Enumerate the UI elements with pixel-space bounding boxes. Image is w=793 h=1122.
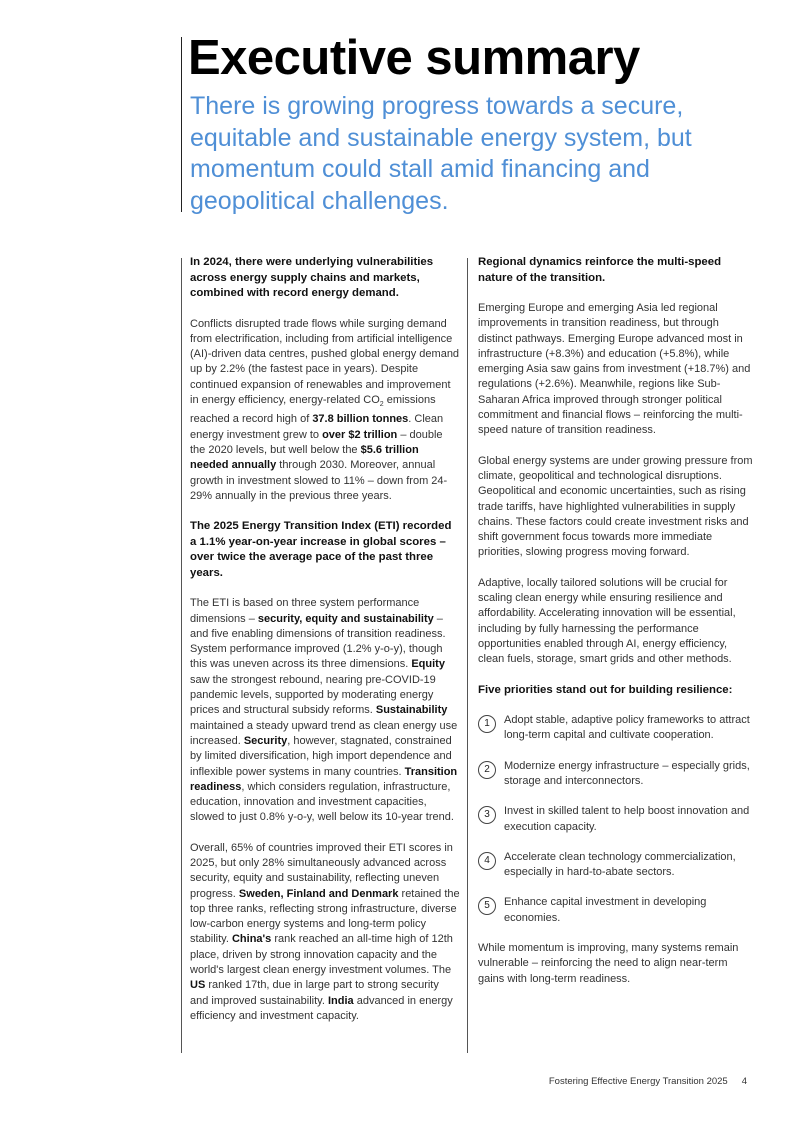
- priority-text: Invest in skilled talent to help boost innovation and execution capacity.: [504, 805, 750, 833]
- number-circle-icon: 5: [478, 897, 496, 915]
- left-column-rule: [181, 258, 182, 1053]
- page-footer: [549, 1076, 747, 1087]
- report-title: Fostering Effective Energy Transition 2025: [548, 1076, 728, 1087]
- section-heading: In 2024, there were underlying vulnerabilities across energy supply chains and markets, combined with record energy demand.: [190, 256, 434, 299]
- priority-text: Modernize energy infrastructure – especially grids, storage and interconnectors.: [504, 759, 750, 787]
- left-column: [190, 255, 460, 1039]
- page-number: 4: [741, 1076, 747, 1087]
- priority-text: Adopt stable, adaptive policy frameworks to attract long-term capital and cultivate cooperation.: [504, 714, 750, 742]
- priority-item: [478, 804, 753, 835]
- paragraph: Adaptive, locally tailored solutions will be crucial for scaling clean energy while ensuring resilience and affordability. Accelerating innovation will be essential, including by fully harnessing the performance opportunities enabled through AI, energy efficiency, clean fuels, storage, smart grids and other methods.: [478, 576, 736, 666]
- page-title: Executive summary: [188, 31, 640, 85]
- section-heading: The 2025 Energy Transition Index (ETI) recorded a 1.1% year-on-year increase in global scores – over twice the average pace of the past three years.: [190, 520, 452, 579]
- paragraph: Global energy systems are under growing pressure from climate, geopolitical and technological disruptions. Geopolitical and economic uncertainties, such as rising trade tariffs, have highlighted vulnerabilities in supply chains. These factors could create investment risks and shift government focus towards more immediate priorities, slowing progress moving forward.: [478, 454, 753, 559]
- closing-paragraph: While momentum is improving, many systems remain vulnerable – reinforcing the need to align near-term gains with long-term readiness.: [478, 942, 739, 985]
- right-column: [478, 255, 753, 1002]
- paragraph: Emerging Europe and emerging Asia led regional improvements in transition readiness, but through distinct pathways. Emerging Europe advanced most in infrastructure (+8.3%) and education (+5.8%), while emerging Asia saw gains from investment (+18.7%) and regulations (+2.6%). Meanwhile, regions like Sub-Saharan Africa improved through stronger political commitment and financial flows – reinforcing the multi-speed nature of transition readiness.: [478, 302, 751, 437]
- priority-item: [478, 713, 753, 744]
- number-circle-icon: 4: [478, 852, 496, 870]
- priority-item: [478, 759, 753, 790]
- number-circle-icon: 2: [478, 761, 496, 779]
- priority-item: [478, 850, 753, 881]
- page-subtitle: There is growing progress towards a secure, equitable and sustainable energy system, but momentum could stall amid financing and geopolitical challenges.: [190, 92, 692, 215]
- number-circle-icon: 1: [478, 715, 496, 733]
- priority-item: [478, 895, 753, 926]
- priorities-heading: Five priorities stand out for building resilience:: [478, 683, 733, 696]
- title-rule: [181, 37, 182, 212]
- priority-text: Accelerate clean technology commercialization, especially in hard-to-abate sectors.: [504, 850, 736, 879]
- paragraph: The ETI is based on three system performance dimensions – security, equity and sustainability – and five enabling dimensions of transition readiness. System performance improved (1.2% y-o-y), though this was uneven across its three dimensions. Equity saw the strongest rebound, nearing pre-COVID-19 pandemic levels, supported by moderating energy prices and structural subsidy reforms. Sustainability maintained a steady upward trend as clean energy use increased. Security, however, stagnated, constrained by limited diversification, high import dependence and inflexible power systems in many countries. Transition readiness, which considers regulation, infrastructure, education, innovation and investment capacities, slowed to just 0.8% y-o-y, well below its 10-year trend.: [190, 597, 458, 824]
- number-circle-icon: 3: [478, 806, 496, 824]
- paragraph: Conflicts disrupted trade flows while surging demand from electrification, including from artificial intelligence (AI)-driven data centres, pushed global energy demand up by 2.2% (the fastest pace in years). Despite continued expansion of renewables and improvement in energy efficiency, energy-related $CO_2$ emissions reached a record high of 37.8 billion tonnes. Clean energy investment grew to over $2 trillion – double the 2020 levels, but well below the $5.6 trillion needed annually through 2030. Moreover, annual growth in investment slowed to 11% – down from 24-29% annually in the previous three years.: [190, 317, 460, 502]
- section-heading: Regional dynamics reinforce the multi-speed nature of the transition.: [478, 256, 722, 284]
- paragraph: Overall, 65% of countries improved their ETI scores in 2025, but only 28% simultaneously advanced across security, equity and sustainability, reflecting uneven progress. Sweden, Finland and Denmark retained the top three ranks, reflecting strong infrastructure, diverse low-carbon energy systems and long-term policy stability. China's rank reached an all-time high of 12th place, driven by strong innovation capacity and the world's largest clean energy investment volumes. The US ranked 17th, due in large part to strong security and improved sustainability. India advanced in energy efficiency and investment capacity.: [190, 841, 460, 1022]
- priority-text: Enhance capital investment in developing economies.: [504, 896, 707, 924]
- column-divider: [467, 258, 468, 1053]
